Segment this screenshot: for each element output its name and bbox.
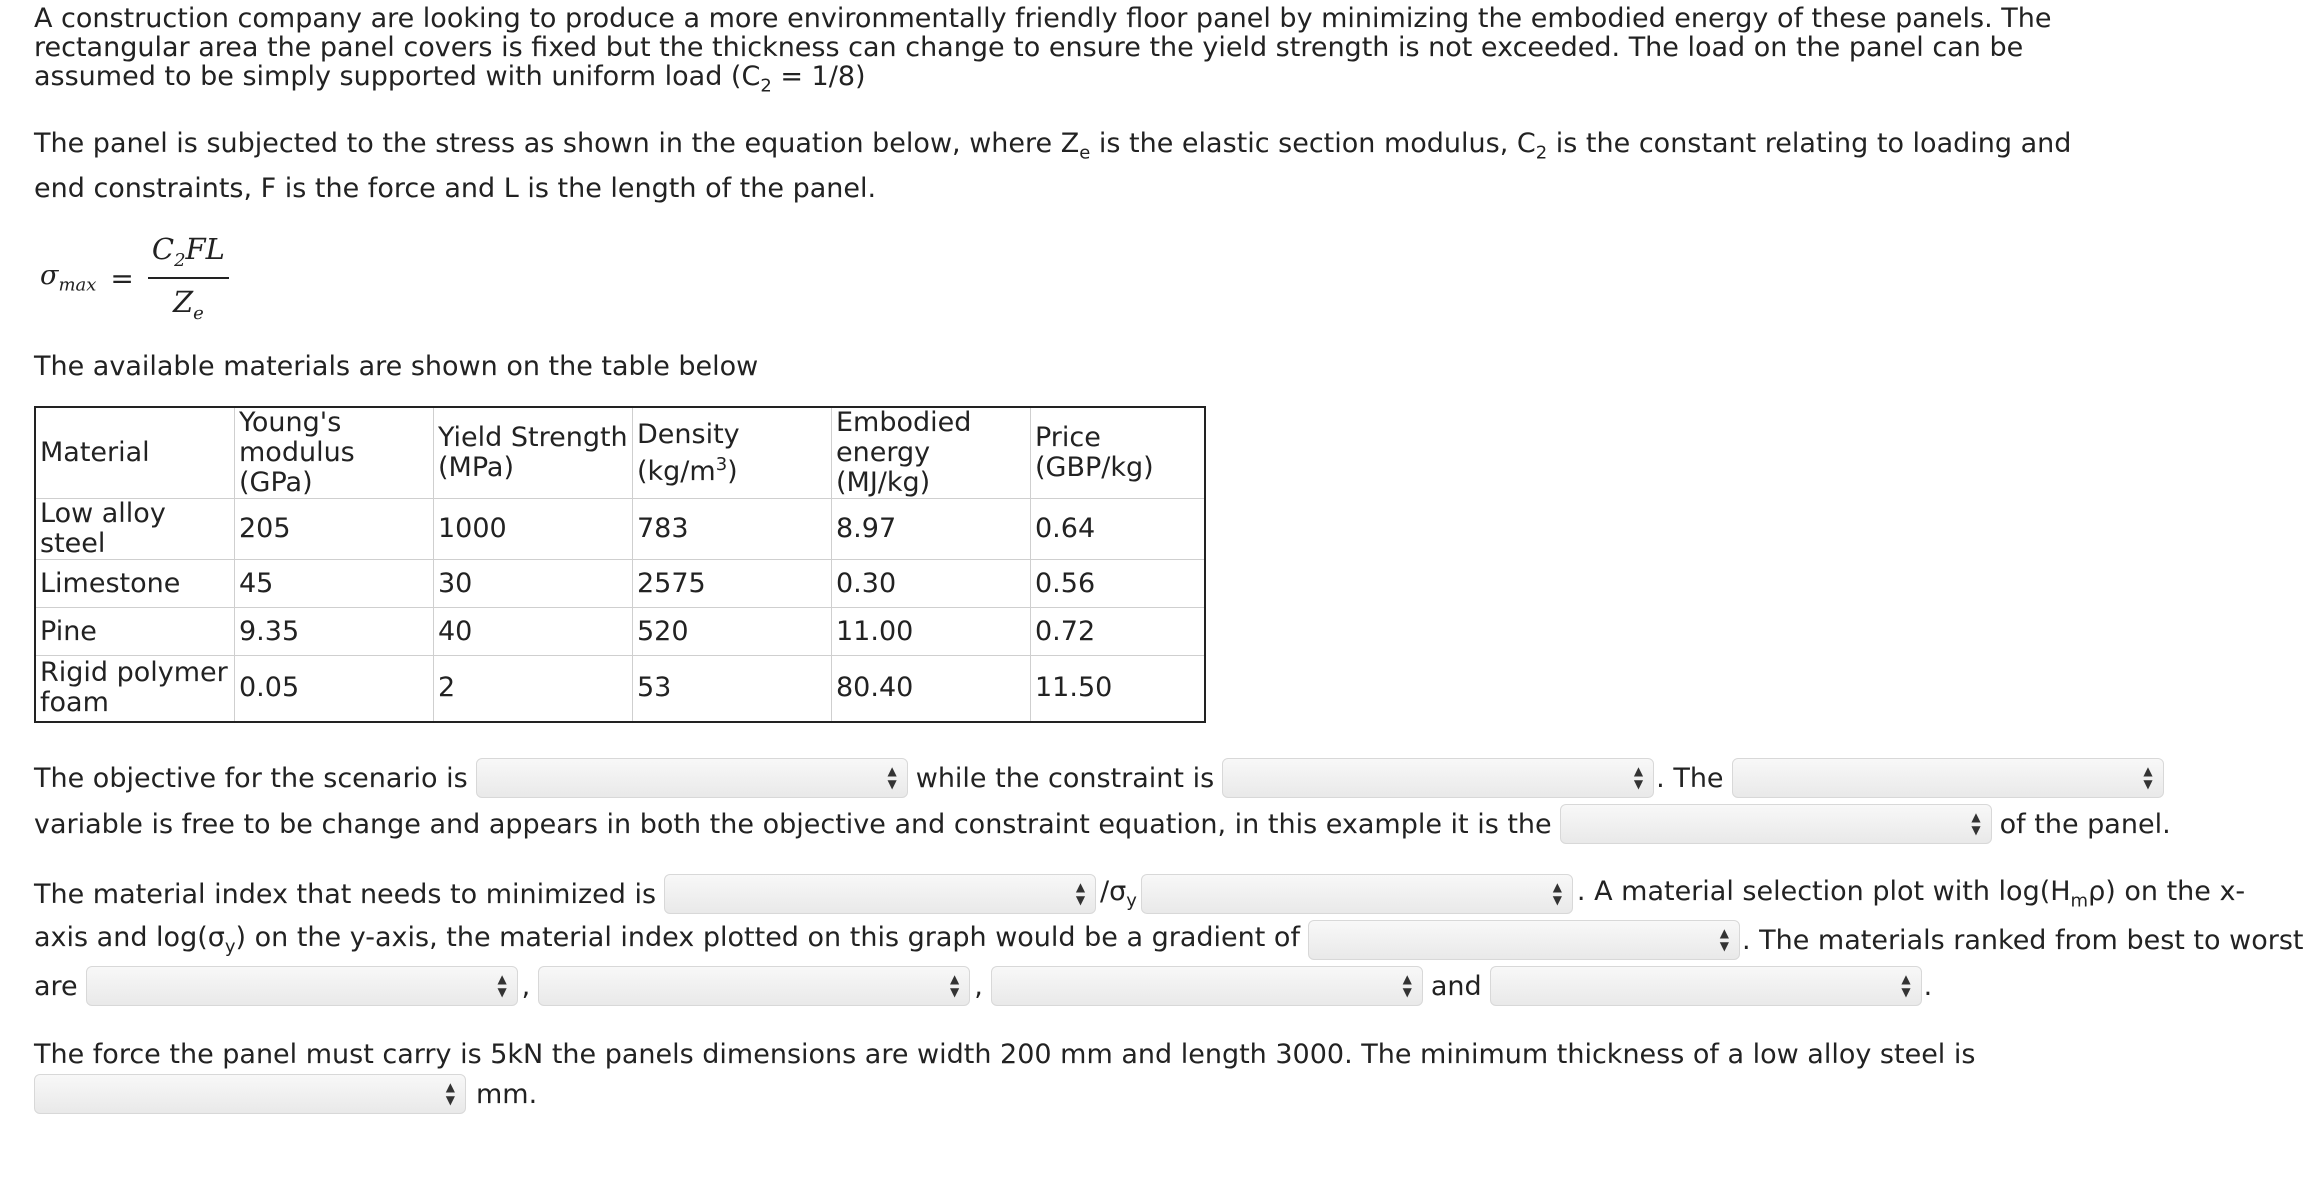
- updown-arrows-icon: ▲ ▼: [445, 1080, 455, 1107]
- table-row: [35, 608, 1205, 656]
- equation-numerator: $C_2FL$: [148, 232, 229, 279]
- equation-equals: =: [110, 261, 134, 295]
- thickness-select[interactable]: [34, 1074, 466, 1114]
- updown-arrows-icon: ▲ ▼: [1719, 926, 1729, 953]
- free-variable-select[interactable]: [1560, 804, 1992, 844]
- question-line-4: axis and $\log(\sigma_y)$ on the y-axis, the material index plotted on this graph would be a gradient of ▲ ▼ . The materials ranked from best to worst: [34, 918, 2303, 962]
- updown-arrows-icon: ▲ ▼: [887, 764, 897, 791]
- intro-paragraph-1: A construction company are looking to produce a more environmentally friendly floor panel by minimizing the embodied energy of these panels. The rectangular area the panel covers is fixed but the thickness can change to ensure the yield strength is not exceeded. The load on the panel can be assumed to be simply supported with uniform load $(C_2 = 1/8)$: [34, 3, 2052, 97]
- intro-paragraph-2: The panel is subjected to the stress as shown in the equation below, where $Z_e$ is the elastic section modulus, $C_2$ is the constant relating to loading and end constraints, F is the force and L is the length of the panel.: [34, 128, 2072, 205]
- cell-density: 520: [633, 608, 832, 656]
- cell-yield: 30: [434, 560, 633, 608]
- header-youngs: Young's modulus (GPa): [235, 407, 434, 499]
- header-material: Material: [35, 407, 235, 499]
- table-intro: The available materials are shown on the table below: [34, 351, 759, 382]
- question-line-2: variable is free to be change and appears in both the objective and constraint equation, in this example it is the ▲ ▼ of the panel.: [34, 802, 2171, 846]
- updown-arrows-icon: ▲ ▼: [1552, 880, 1562, 907]
- constraint-select[interactable]: [1222, 758, 1654, 798]
- cell-energy: 11.00: [832, 608, 1031, 656]
- rank-2-select[interactable]: [538, 966, 970, 1006]
- equation-denominator: $Z_e$: [172, 285, 204, 324]
- cell-price: 11.50: [1031, 656, 1206, 722]
- cell-energy: 0.30: [832, 560, 1031, 608]
- rank-1-select[interactable]: [86, 966, 518, 1006]
- table-row: [35, 499, 1205, 560]
- cell-yield: 40: [434, 608, 633, 656]
- stress-equation: [40, 228, 229, 328]
- question-line-3: The material index that needs to minimized is ▲ ▼ $/\sigma_y$ ▲ ▼ . A material selection plot with $\log(H_m\rho)$ on the x-: [34, 872, 2245, 916]
- cell-youngs: 0.05: [235, 656, 434, 722]
- updown-arrows-icon: ▲ ▼: [1075, 880, 1086, 907]
- header-price: Price (GBP/kg): [1031, 407, 1206, 499]
- cell-energy: 8.97: [832, 499, 1031, 560]
- table-header-row: [35, 407, 1205, 499]
- updown-arrows-icon: ▲ ▼: [2143, 764, 2153, 791]
- question-line-6: The force the panel must carry is 5kN the panels dimensions are width 200 mm and length 3000. The minimum thickness of a low alloy steel is: [34, 1039, 1976, 1070]
- objective-select[interactable]: [476, 758, 908, 798]
- cell-density: 53: [633, 656, 832, 722]
- free-variable-type-select[interactable]: [1732, 758, 2164, 798]
- question-line-7: ▲ ▼ mm.: [34, 1072, 537, 1116]
- cell-price: 0.56: [1031, 560, 1206, 608]
- cell-material: Low alloy steel: [35, 499, 235, 560]
- cell-material: Pine: [35, 608, 235, 656]
- cell-material: Limestone: [35, 560, 235, 608]
- updown-arrows-icon: ▲ ▼: [1971, 810, 1981, 837]
- cell-youngs: 45: [235, 560, 434, 608]
- header-density: Density $(kg/m^3)$: [633, 407, 832, 499]
- cell-energy: 80.40: [832, 656, 1031, 722]
- cell-youngs: 9.35: [235, 608, 434, 656]
- updown-arrows-icon: ▲ ▼: [1402, 972, 1412, 999]
- rank-4-select[interactable]: [1490, 966, 1922, 1006]
- table-row: [35, 560, 1205, 608]
- rank-3-select[interactable]: [991, 966, 1423, 1006]
- table-row: [35, 656, 1205, 722]
- updown-arrows-icon: ▲ ▼: [1633, 764, 1644, 791]
- updown-arrows-icon: ▲ ▼: [497, 972, 507, 999]
- cell-density: 2575: [633, 560, 832, 608]
- cell-price: 0.72: [1031, 608, 1206, 656]
- cell-price: 0.64: [1031, 499, 1206, 560]
- cell-density: 783: [633, 499, 832, 560]
- cell-youngs: 205: [235, 499, 434, 560]
- question-line-1: The objective for the scenario is ▲ ▼ while the constraint is ▲ ▼ . The ▲ ▼: [34, 756, 2164, 800]
- materials-table: [34, 406, 1206, 723]
- cell-yield: 2: [434, 656, 633, 722]
- cell-material: Rigid polymer foam: [35, 656, 235, 722]
- index-numerator-select[interactable]: [664, 874, 1096, 914]
- equation-lhs: $\sigma_{max}$: [40, 260, 97, 296]
- index-exponent-select[interactable]: [1141, 874, 1573, 914]
- updown-arrows-icon: ▲ ▼: [1901, 972, 1911, 999]
- cell-yield: 1000: [434, 499, 633, 560]
- gradient-select[interactable]: [1308, 920, 1740, 960]
- header-energy: Embodied energy (MJ/kg): [832, 407, 1031, 499]
- header-yield: Yield Strength (MPa): [434, 407, 633, 499]
- question-line-5: are ▲ ▼ , ▲ ▼ , ▲ ▼ and ▲ ▼ .: [34, 964, 1932, 1008]
- equation-fraction: [148, 232, 229, 324]
- updown-arrows-icon: ▲ ▼: [950, 972, 960, 999]
